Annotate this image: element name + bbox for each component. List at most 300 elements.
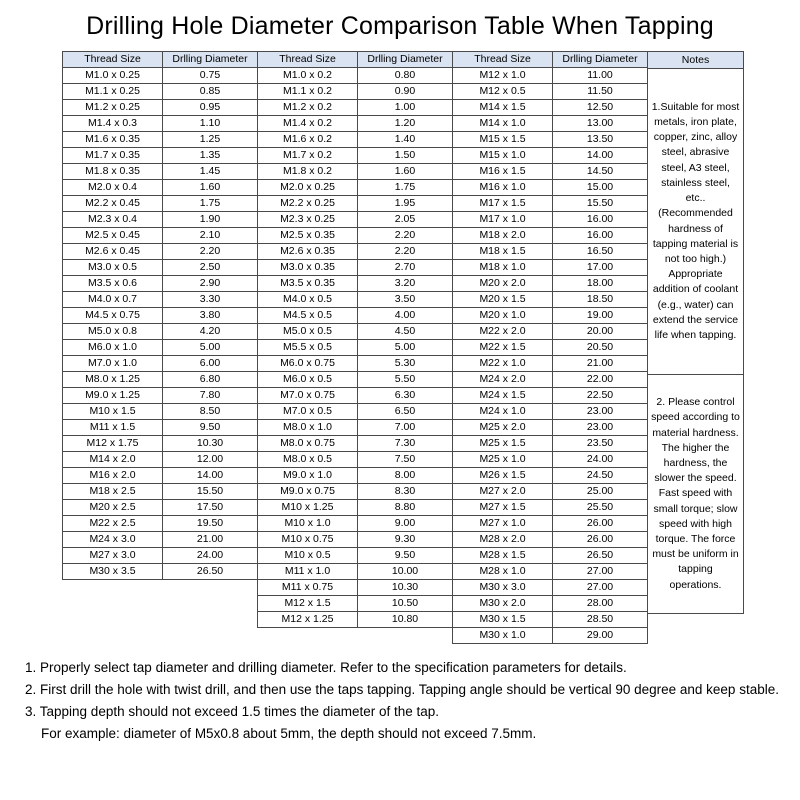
thread-size-cell: M1.8 x 0.35 [63,164,163,180]
drilling-diameter-cell: 15.50 [163,484,258,500]
table-row [453,436,648,452]
table-row [258,100,453,116]
drilling-diameter-cell: 0.95 [163,100,258,116]
drilling-diameter-cell: 27.00 [553,564,648,580]
table-row [63,180,258,196]
drilling-diameter-cell: 29.00 [553,628,648,644]
table-row [453,356,648,372]
thread-size-cell: M27 x 1.5 [453,500,553,516]
drilling-diameter-cell: 26.00 [553,532,648,548]
thread-size-cell: M30 x 2.0 [453,596,553,612]
thread-size-cell: M20 x 2.5 [63,500,163,516]
thread-size-cell: M11 x 1.0 [258,564,358,580]
drilling-diameter-cell: 4.50 [358,324,453,340]
drilling-diameter-cell: 25.50 [553,500,648,516]
drilling-diameter-cell: 10.80 [358,612,453,628]
drilling-diameter-cell: 2.05 [358,212,453,228]
thread-size-cell: M30 x 1.5 [453,612,553,628]
drilling-diameter-cell: 1.90 [163,212,258,228]
thread-size-cell: M10 x 1.0 [258,516,358,532]
table-row [258,212,453,228]
thread-size-cell: M26 x 1.5 [453,468,553,484]
thread-size-cell: M1.6 x 0.35 [63,132,163,148]
drilling-diameter-cell: 26.50 [163,564,258,580]
table-row [63,340,258,356]
drilling-diameter-cell: 5.00 [163,340,258,356]
table-row [258,388,453,404]
drilling-diameter-cell: 1.60 [358,164,453,180]
note-speed-control: 2. Please control speed according to material hardness. The higher the hardness, the slower the speed. Fast speed with small torque; slow speed with high torque. The force must be uniform in tapping operations. [651,396,740,591]
thread-size-cell: M10 x 0.75 [258,532,358,548]
drilling-diameter-cell: 22.50 [553,388,648,404]
thread-size-cell: M22 x 2.0 [453,324,553,340]
table-row [63,100,258,116]
table-row [453,580,648,596]
table-row [63,548,258,564]
drilling-diameter-cell: 7.80 [163,388,258,404]
thread-size-cell: M12 x 1.75 [63,436,163,452]
table-row [63,564,258,580]
thread-size-cell: M7.0 x 1.0 [63,356,163,372]
thread-size-header: Thread Size [453,52,553,68]
thread-size-cell: M10 x 1.25 [258,500,358,516]
thread-size-cell: M15 x 1.0 [453,148,553,164]
drilling-diameter-cell: 15.50 [553,196,648,212]
drilling-diameter-cell: 14.50 [553,164,648,180]
table-row [258,164,453,180]
thread-size-cell: M2.3 x 0.4 [63,212,163,228]
table-row [63,388,258,404]
table-row [453,500,648,516]
drilling-diameter-cell: 1.10 [163,116,258,132]
thread-size-cell: M1.4 x 0.2 [258,116,358,132]
drilling-diameter-cell: 8.80 [358,500,453,516]
table-row [258,580,453,596]
thread-size-cell: M12 x 1.5 [258,596,358,612]
thread-size-cell: M16 x 1.5 [453,164,553,180]
thread-size-cell: M4.5 x 0.5 [258,308,358,324]
thread-size-cell: M1.7 x 0.2 [258,148,358,164]
table-row [63,356,258,372]
table-row [258,420,453,436]
drilling-diameter-cell: 6.80 [163,372,258,388]
drilling-diameter-cell: 23.00 [553,404,648,420]
drilling-diameter-cell: 21.00 [163,532,258,548]
thread-size-cell: M3.0 x 0.5 [63,260,163,276]
table-row [453,372,648,388]
table-row [258,180,453,196]
thread-size-cell: M6.0 x 1.0 [63,340,163,356]
drilling-diameter-cell: 25.00 [553,484,648,500]
thread-size-cell: M1.2 x 0.25 [63,100,163,116]
drilling-diameter-cell: 2.50 [163,260,258,276]
drilling-diameter-cell: 0.90 [358,84,453,100]
table-row [453,84,648,100]
table-row [258,84,453,100]
thread-size-cell: M17 x 1.5 [453,196,553,212]
drilling-diameter-cell: 5.50 [358,372,453,388]
table-head [453,52,648,68]
table-row [258,116,453,132]
footer-notes [25,660,800,741]
drilling-diameter-cell: 26.00 [553,516,648,532]
drilling-diameter-header: Drlling Diameter [163,52,258,68]
thread-size-cell: M1.1 x 0.25 [63,84,163,100]
thread-size-cell: M17 x 1.0 [453,212,553,228]
table-row [453,564,648,580]
thread-size-cell: M24 x 3.0 [63,532,163,548]
table-row [258,468,453,484]
drilling-diameter-cell: 17.00 [553,260,648,276]
thread-table-1 [62,51,258,580]
table-row [63,436,258,452]
drilling-diameter-cell: 16.00 [553,212,648,228]
drilling-diameter-cell: 0.80 [358,68,453,84]
drilling-diameter-cell: 2.20 [358,228,453,244]
drilling-diameter-cell: 28.00 [553,596,648,612]
drilling-diameter-cell: 1.00 [358,100,453,116]
thread-size-cell: M2.3 x 0.25 [258,212,358,228]
drilling-diameter-cell: 2.20 [163,244,258,260]
thread-size-cell: M8.0 x 1.0 [258,420,358,436]
drilling-diameter-cell: 28.50 [553,612,648,628]
page-title: Drilling Hole Diameter Comparison Table When Tapping [86,12,714,40]
drilling-diameter-cell: 1.40 [358,132,453,148]
thread-size-header: Thread Size [63,52,163,68]
thread-size-cell: M9.0 x 0.75 [258,484,358,500]
table-row [63,196,258,212]
thread-size-cell: M4.5 x 0.75 [63,308,163,324]
drilling-diameter-cell: 8.50 [163,404,258,420]
drilling-diameter-cell: 12.50 [553,100,648,116]
table-body [258,68,453,628]
drilling-diameter-cell: 16.00 [553,228,648,244]
thread-size-cell: M2.0 x 0.4 [63,180,163,196]
table-row [453,532,648,548]
thread-size-cell: M6.0 x 0.5 [258,372,358,388]
table-row [453,260,648,276]
drilling-diameter-cell: 15.00 [553,180,648,196]
table-row [453,452,648,468]
table-row [453,148,648,164]
thread-table-3 [452,51,648,644]
header-row [258,52,453,68]
table-row [258,308,453,324]
thread-size-cell: M1.7 x 0.35 [63,148,163,164]
thread-size-cell: M1.6 x 0.2 [258,132,358,148]
table-row [453,100,648,116]
table-row [453,196,648,212]
drilling-diameter-cell: 24.50 [553,468,648,484]
drilling-diameter-cell: 10.00 [358,564,453,580]
thread-size-cell: M27 x 1.0 [453,516,553,532]
table-row [258,228,453,244]
drilling-diameter-cell: 1.50 [358,148,453,164]
thread-size-cell: M4.0 x 0.7 [63,292,163,308]
drilling-diameter-cell: 3.50 [358,292,453,308]
table-row [63,116,258,132]
drilling-diameter-cell: 7.30 [358,436,453,452]
table-row [258,548,453,564]
drilling-diameter-cell: 4.20 [163,324,258,340]
drilling-diameter-cell: 9.30 [358,532,453,548]
drilling-diameter-cell: 13.50 [553,132,648,148]
drilling-diameter-cell: 19.50 [163,516,258,532]
drilling-diameter-cell: 9.50 [358,548,453,564]
drilling-diameter-cell: 13.00 [553,116,648,132]
drilling-diameter-cell: 26.50 [553,548,648,564]
table-row [63,372,258,388]
table-row [258,404,453,420]
thread-size-cell: M5.0 x 0.8 [63,324,163,340]
thread-size-cell: M1.2 x 0.2 [258,100,358,116]
drilling-diameter-cell: 1.75 [163,196,258,212]
drilling-diameter-cell: 7.50 [358,452,453,468]
thread-size-cell: M20 x 1.5 [453,292,553,308]
table-row [63,164,258,180]
table-row [453,324,648,340]
drilling-diameter-cell: 3.20 [358,276,453,292]
drilling-diameter-cell: 20.50 [553,340,648,356]
table-row [258,244,453,260]
drilling-diameter-cell: 6.30 [358,388,453,404]
drilling-diameter-cell: 2.10 [163,228,258,244]
drilling-diameter-cell: 5.00 [358,340,453,356]
thread-size-cell: M30 x 1.0 [453,628,553,644]
table-row [63,212,258,228]
thread-size-cell: M14 x 2.0 [63,452,163,468]
thread-size-cell: M30 x 3.0 [453,580,553,596]
thread-size-cell: M27 x 2.0 [453,484,553,500]
thread-size-cell: M2.6 x 0.45 [63,244,163,260]
table-row [63,68,258,84]
table-row [63,532,258,548]
drilling-diameter-cell: 1.75 [358,180,453,196]
thread-size-cell: M20 x 2.0 [453,276,553,292]
thread-size-cell: M16 x 2.0 [63,468,163,484]
table-row [258,196,453,212]
table-row [63,292,258,308]
header-row [453,52,648,68]
footer-note-line: For example: diameter of M5x0.8 about 5mm, the depth should not exceed 7.5mm. [41,726,537,741]
thread-size-cell: M4.0 x 0.5 [258,292,358,308]
table-row [63,228,258,244]
note-material-suitability: 1.Suitable for most metals, iron plate, copper, zinc, alloy steel, abrasive steel, A3 steel, stainless steel, etc..(Recommended hardness of tapping material is not too high.) Appropriate addition of coolant (e.g., water) can extend the service life when tapping. [648,69,743,375]
table-row [258,436,453,452]
thread-size-cell: M12 x 0.5 [453,84,553,100]
table-row [453,516,648,532]
thread-size-cell: M10 x 0.5 [258,548,358,564]
table-row [63,260,258,276]
drilling-diameter-cell: 18.50 [553,292,648,308]
thread-size-cell: M25 x 1.0 [453,452,553,468]
table-row [453,292,648,308]
drilling-diameter-cell: 2.90 [163,276,258,292]
table-row [258,132,453,148]
thread-size-cell: M22 x 1.0 [453,356,553,372]
table-row [258,68,453,84]
table-row [258,148,453,164]
thread-size-cell: M28 x 1.5 [453,548,553,564]
thread-size-cell: M12 x 1.25 [258,612,358,628]
thread-size-cell: M22 x 1.5 [453,340,553,356]
drilling-diameter-cell: 18.00 [553,276,648,292]
drilling-diameter-cell: 9.50 [163,420,258,436]
thread-size-cell: M24 x 1.0 [453,404,553,420]
drilling-diameter-cell: 1.35 [163,148,258,164]
thread-size-cell: M2.2 x 0.45 [63,196,163,212]
thread-size-cell: M2.6 x 0.35 [258,244,358,260]
table-row [258,356,453,372]
table-head [258,52,453,68]
thread-size-cell: M2.0 x 0.25 [258,180,358,196]
drilling-diameter-header: Drlling Diameter [553,52,648,68]
drilling-diameter-cell: 1.95 [358,196,453,212]
table-row [63,468,258,484]
thread-size-cell: M5.0 x 0.5 [258,324,358,340]
drilling-diameter-cell: 23.50 [553,436,648,452]
drilling-diameter-cell: 1.20 [358,116,453,132]
drilling-diameter-cell: 2.20 [358,244,453,260]
thread-size-cell: M20 x 1.0 [453,308,553,324]
thread-size-cell: M11 x 1.5 [63,420,163,436]
thread-size-cell: M1.8 x 0.2 [258,164,358,180]
comparison-table [62,51,800,644]
table-row [453,596,648,612]
thread-size-cell: M10 x 1.5 [63,404,163,420]
table-body [453,68,648,644]
table-row [453,68,648,84]
thread-size-cell: M12 x 1.0 [453,68,553,84]
thread-size-cell: M25 x 2.0 [453,420,553,436]
drilling-diameter-cell: 14.00 [553,148,648,164]
thread-size-cell: M28 x 1.0 [453,564,553,580]
thread-size-cell: M8.0 x 0.75 [258,436,358,452]
table-row [453,548,648,564]
table-row [453,388,648,404]
drilling-diameter-cell: 0.75 [163,68,258,84]
thread-size-cell: M15 x 1.5 [453,132,553,148]
table-row [63,276,258,292]
table-row [63,244,258,260]
drilling-diameter-cell: 24.00 [163,548,258,564]
table-row [63,404,258,420]
drilling-diameter-cell: 12.00 [163,452,258,468]
table-row [453,340,648,356]
thread-size-cell: M3.5 x 0.6 [63,276,163,292]
drilling-diameter-cell: 10.30 [163,436,258,452]
notes-header: Notes [648,52,743,69]
thread-size-cell: M18 x 1.0 [453,260,553,276]
thread-size-cell: M11 x 0.75 [258,580,358,596]
thread-size-cell: M27 x 3.0 [63,548,163,564]
thread-size-cell: M1.1 x 0.2 [258,84,358,100]
thread-size-cell: M8.0 x 1.25 [63,372,163,388]
drilling-diameter-cell: 23.00 [553,420,648,436]
drilling-diameter-cell: 10.50 [358,596,453,612]
drilling-diameter-cell: 3.30 [163,292,258,308]
drilling-diameter-cell: 22.00 [553,372,648,388]
table-row [453,420,648,436]
drilling-diameter-cell: 20.00 [553,324,648,340]
thread-size-cell: M24 x 2.0 [453,372,553,388]
thread-size-cell: M6.0 x 0.75 [258,356,358,372]
table-row [258,532,453,548]
footer-note-line: 3. Tapping depth should not exceed 1.5 times the diameter of the tap. [25,704,440,719]
table-row [63,452,258,468]
drilling-diameter-cell: 5.30 [358,356,453,372]
drilling-diameter-cell: 3.80 [163,308,258,324]
drilling-diameter-cell: 8.00 [358,468,453,484]
thread-size-cell: M1.0 x 0.2 [258,68,358,84]
thread-size-cell: M28 x 2.0 [453,532,553,548]
thread-size-cell: M2.5 x 0.45 [63,228,163,244]
drilling-diameter-cell: 0.85 [163,84,258,100]
drilling-diameter-cell: 11.50 [553,84,648,100]
table-row [453,468,648,484]
thread-size-cell: M24 x 1.5 [453,388,553,404]
table-row [453,404,648,420]
drilling-diameter-cell: 1.60 [163,180,258,196]
thread-table-2 [257,51,453,628]
table-row [453,212,648,228]
table-row [453,180,648,196]
thread-size-header: Thread Size [258,52,358,68]
drilling-diameter-cell: 14.00 [163,468,258,484]
table-row [453,164,648,180]
thread-size-cell: M3.0 x 0.35 [258,260,358,276]
table-row [63,84,258,100]
thread-size-cell: M22 x 2.5 [63,516,163,532]
table-row [258,500,453,516]
drilling-diameter-cell: 19.00 [553,308,648,324]
drilling-diameter-cell: 16.50 [553,244,648,260]
table-row [453,484,648,500]
table-row [63,148,258,164]
table-row [63,516,258,532]
table-row [453,132,648,148]
thread-size-cell: M3.5 x 0.35 [258,276,358,292]
drilling-diameter-cell: 21.00 [553,356,648,372]
table-row [258,372,453,388]
table-row [63,132,258,148]
drilling-diameter-cell: 2.70 [358,260,453,276]
thread-size-cell: M9.0 x 1.0 [258,468,358,484]
table-row [63,420,258,436]
table-row [258,276,453,292]
table-row [453,628,648,644]
drilling-diameter-cell: 8.30 [358,484,453,500]
thread-size-cell: M30 x 3.5 [63,564,163,580]
footer-note-line: 1. Properly select tap diameter and drilling diameter. Refer to the specification parameters for details. [25,660,627,675]
drilling-diameter-cell: 9.00 [358,516,453,532]
drilling-diameter-cell: 4.00 [358,308,453,324]
table-row [258,484,453,500]
drilling-diameter-cell: 17.50 [163,500,258,516]
drilling-diameter-cell: 1.45 [163,164,258,180]
table-row [453,228,648,244]
table-row [453,276,648,292]
thread-size-cell: M8.0 x 0.5 [258,452,358,468]
table-row [258,340,453,356]
drilling-diameter-cell: 1.25 [163,132,258,148]
thread-size-cell: M2.2 x 0.25 [258,196,358,212]
table-row [453,612,648,628]
thread-size-cell: M9.0 x 1.25 [63,388,163,404]
drilling-diameter-header: Drlling Diameter [358,52,453,68]
table-row [453,244,648,260]
footer-note-line: 2. First drill the hole with twist drill, and then use the taps tapping. Tapping angle should be vertical 90 degree and keep stable. [25,682,779,697]
